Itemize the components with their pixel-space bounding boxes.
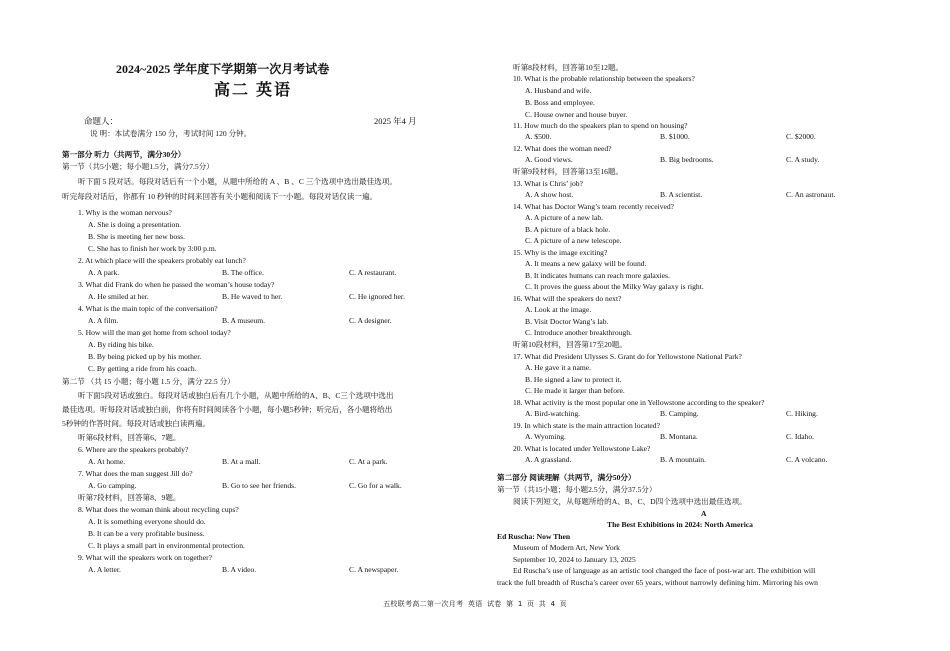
option-text: B. Camping. xyxy=(660,409,699,418)
question-stem: 12. What does the woman need? xyxy=(513,144,612,153)
option-text: A. Husband and wife. xyxy=(525,86,592,95)
instruction-line: 听下面 5 段对话。每段对话后有一个小题，从题中所给的 A 、B 、C 三个选项中选出最佳选项。 xyxy=(78,177,397,186)
question-stem: 5. How will the man get home from school today? xyxy=(78,328,231,337)
question-stem: 17. What did President Ulysses S. Grant do for Yellowstone National Park? xyxy=(513,352,742,361)
option-text: B. A mountain. xyxy=(660,455,706,464)
option-text: C. A study. xyxy=(786,155,820,164)
question-stem: 7. What does the man suggest Jill do? xyxy=(78,469,193,478)
option-text: C. A restaurant. xyxy=(349,268,397,277)
option-text: B. A video. xyxy=(222,565,257,574)
option-text: A. A park. xyxy=(88,268,120,277)
part1-sec2-heading: 第二节 （共 15 小题；每小题 1.5 分，满分 22.5 分） xyxy=(62,377,235,386)
exam-date: 2025 年4 月 xyxy=(374,116,417,126)
option-text: A. It is something everyone should do. xyxy=(88,517,206,526)
exhibition-title: Ed Ruscha: Now Then xyxy=(497,532,571,541)
option-text: B. By being picked up by his mother. xyxy=(88,352,202,361)
option-text: A. Look at the image. xyxy=(525,305,592,314)
option-text: B. He waved to her. xyxy=(222,292,283,301)
option-text: A. $500. xyxy=(525,132,552,141)
option-text: C. Go for a walk. xyxy=(349,481,402,490)
material-note: 听第6段材料，回答第6、7题。 xyxy=(78,433,181,442)
passage-body-line: Ed Ruscha’s use of language as an artistic tool changed the face of post-war art. The exhibition will xyxy=(513,566,816,575)
option-text: B. A scientist. xyxy=(660,190,703,199)
question-stem: 3. What did Frank do when he passed the woman’s house today? xyxy=(78,280,275,289)
author-label: 命题人： xyxy=(84,116,119,126)
option-text: B. Big bedrooms. xyxy=(660,155,714,164)
option-text: C. He ignored her. xyxy=(349,292,405,301)
exhibition-venue: Museum of Modern Art, New York xyxy=(513,543,620,552)
question-stem: 15. Why is the image exciting? xyxy=(513,248,608,257)
instruction-line: 最佳选项。听每段对话或独白前，你将有时间阅读各个小题，每小题5秒钟；听完后，各小题将给出 xyxy=(62,405,393,414)
option-text: A. Go camping. xyxy=(88,481,137,490)
option-text: B. Visit Doctor Wang’s lab. xyxy=(525,317,609,326)
question-stem: 8. What does the woman think about recycling cups? xyxy=(78,505,239,514)
question-stem: 4. What is the main topic of the conversation? xyxy=(78,304,218,313)
option-text: A. Good views. xyxy=(525,155,573,164)
option-text: A. Bird-watching. xyxy=(525,409,581,418)
option-text: A. A letter. xyxy=(88,565,121,574)
material-note: 听第10段材料，回答第17至20题。 xyxy=(513,340,627,349)
passage-title: The Best Exhibitions in 2024: North America xyxy=(607,520,753,529)
option-text: A. A picture of a new lab. xyxy=(525,213,604,222)
question-stem: 1. Why is the woman nervous? xyxy=(78,208,172,217)
option-text: C. A designer. xyxy=(349,316,392,325)
passage-letter: A xyxy=(701,509,707,518)
question-stem: 16. What will the speakers do next? xyxy=(513,294,622,303)
option-text: C. Idaho. xyxy=(786,432,815,441)
option-text: B. It indicates humans can reach more galaxies. xyxy=(525,271,670,280)
material-note: 听第9段材料，回答第13至16题。 xyxy=(513,167,624,176)
question-stem: 13. What is Chris’ job? xyxy=(513,179,583,188)
question-stem: 11. How much do the speakers plan to spend on housing? xyxy=(513,121,688,130)
option-text: B. At a mall. xyxy=(222,457,261,466)
option-text: B. A museum. xyxy=(222,316,266,325)
part2-heading: 第二部分 阅读理解（共两节，满分50分） xyxy=(497,473,636,482)
question-stem: 19. In which state is the main attraction located? xyxy=(513,421,660,430)
question-stem: 2. At which place will the speakers probably eat lunch? xyxy=(78,256,246,265)
option-text: B. He signed a law to protect it. xyxy=(525,375,622,384)
option-text: A. He gave it a name. xyxy=(525,363,591,372)
question-stem: 20. What is located under Yellowstone Lake? xyxy=(513,444,651,453)
subject-title: 高二 英语 xyxy=(214,82,293,99)
option-text: A. At home. xyxy=(88,457,126,466)
option-text: A. He smiled at her. xyxy=(88,292,149,301)
material-note: 听第7段材料，回答第8、9题。 xyxy=(78,493,181,502)
part1-heading: 第一部分 听力（共两节，满分30分） xyxy=(62,150,186,159)
question-stem: 14. What has Doctor Wang’s team recently received? xyxy=(513,202,675,211)
question-stem: 6. Where are the speakers probably? xyxy=(78,445,189,454)
instruction-line: 听下面5段对话或独白。每段对话或独白后有几个小题，从题中所给的A、B、C三个选项中选出 xyxy=(78,391,394,400)
option-text: B. Go to see her friends. xyxy=(222,481,297,490)
exhibition-dates: September 10, 2024 to January 13, 2025 xyxy=(513,555,636,564)
option-text: C. House owner and house buyer. xyxy=(525,110,628,119)
question-stem: 18. What activity is the most popular one in Yellowstone according to the speaker? xyxy=(513,398,765,407)
part1-sec1-heading: 第一节（共5小题；每小题1.5分，满分7.5分） xyxy=(62,162,214,171)
page-footer: 五校联考高二第一次月考 英语 试卷 第 1 页 共 4 页 xyxy=(383,600,567,608)
part2-sec1-heading: 第一节（共15小题；每小题2.5分，满分37.5分） xyxy=(497,485,657,494)
material-note: 听第8段材料，回答第10至12题。 xyxy=(513,63,624,72)
option-text: C. She has to finish her work by 3:00 p.m. xyxy=(88,244,217,253)
option-text: A. It means a new galaxy will be found. xyxy=(525,259,647,268)
option-text: A. A film. xyxy=(88,316,119,325)
option-text: B. Boss and employee. xyxy=(525,98,595,107)
option-text: C. A picture of a new telescope. xyxy=(525,236,622,245)
instruction-line: 阅读下列短文，从每题所给的A、B、C、D四个选项中选出最佳选项。 xyxy=(513,497,747,506)
option-text: B. A picture of a black hole. xyxy=(525,225,611,234)
option-text: C. Introduce another breakthrough. xyxy=(525,328,632,337)
option-text: B. It can be a very profitable business. xyxy=(88,529,205,538)
option-text: C. By getting a ride from his coach. xyxy=(88,364,197,373)
option-text: A. She is doing a presentation. xyxy=(88,220,182,229)
option-text: C. A volcano. xyxy=(786,455,828,464)
passage-body-line: track the full breadth of Ruscha’s career over 65 years, without narrowly defining him. Mirroring his own xyxy=(497,578,818,587)
option-text: A. A grassland. xyxy=(525,455,572,464)
option-text: A. Wyoming. xyxy=(525,432,566,441)
option-text: A. A show host. xyxy=(525,190,574,199)
question-stem: 9. What will the speakers work on together? xyxy=(78,553,212,562)
option-text: C. He made it larger than before. xyxy=(525,386,625,395)
option-text: C. A newspaper. xyxy=(349,565,399,574)
option-text: B. The office. xyxy=(222,268,264,277)
option-text: B. She is meeting her new boss. xyxy=(88,232,186,241)
option-text: C. It proves the guess about the Milky Way galaxy is right. xyxy=(525,282,704,291)
option-text: C. $2000. xyxy=(786,132,816,141)
instruction-line: 听完每段对话后，你都有 10 秒钟的时间来回答有关小题和阅读下一小题。每段对话仅读一遍。 xyxy=(62,192,378,201)
option-text: B. Montana. xyxy=(660,432,698,441)
instruction-line: 5秒钟的作答时间。每段对话或独白读两遍。 xyxy=(62,419,211,428)
option-text: A. By riding his bike. xyxy=(88,340,154,349)
option-text: C. An astronaut. xyxy=(786,190,836,199)
question-stem: 10. What is the probable relationship between the speakers? xyxy=(513,74,695,83)
option-text: C. Hiking. xyxy=(786,409,818,418)
option-text: B. $1000. xyxy=(660,132,690,141)
exam-notice: 说 明：本试卷满分 150 分，考试时间 120 分钟。 xyxy=(90,129,252,138)
exam-title: 2024~2025 学年度下学期第一次月考试卷 xyxy=(116,62,330,76)
option-text: C. It plays a small part in environmental protection. xyxy=(88,541,245,550)
option-text: C. At a park. xyxy=(349,457,388,466)
